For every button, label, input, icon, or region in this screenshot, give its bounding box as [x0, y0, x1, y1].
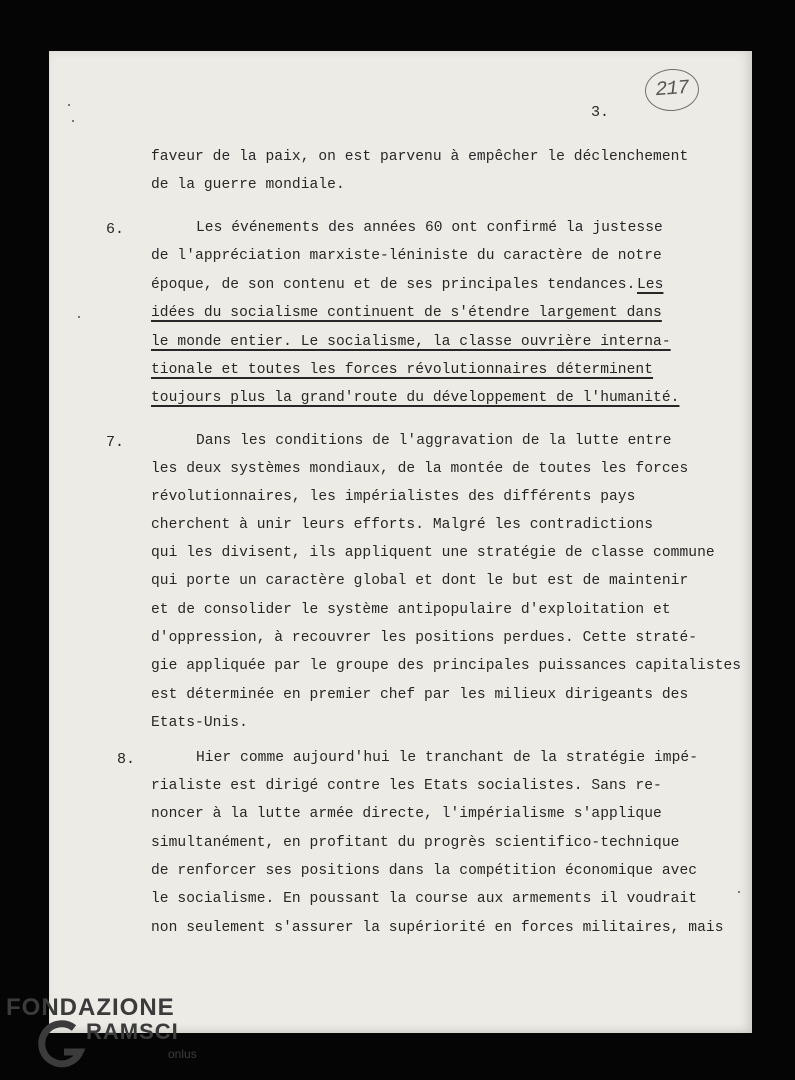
text-line: Les événements des années 60 ont confirmé la justesse: [196, 220, 663, 236]
text-line: Hier comme aujourd'hui le tranchant de la stratégie impé-: [196, 750, 699, 766]
underlined-text-line: toujours plus la grand'route du développement de l'humanité.: [151, 390, 680, 406]
paper-speck: [78, 316, 80, 318]
watermark-title: FONDAZIONE: [6, 994, 175, 1021]
text-line: gie appliquée par le groupe des principales puissances capitalistes: [151, 658, 742, 674]
underlined-text-line: tionale et toutes les forces révolutionnaires déterminent: [151, 362, 654, 378]
text-line: faveur de la paix, on est parvenu à empêcher le déclenchement: [151, 149, 689, 165]
text-line: rialiste est dirigé contre les Etats socialistes. Sans re-: [151, 778, 662, 794]
underlined-text-line: Les: [637, 277, 664, 293]
text-line: époque, de son contenu et de ses principales tendances.: [151, 277, 636, 293]
fondazione-gramsci-watermark: [6, 994, 197, 1061]
text-line: qui porte un caractère global et dont le but est de maintenir: [151, 573, 689, 589]
page-number: 3.: [591, 104, 610, 121]
text-line: de l'appréciation marxiste-léniniste du caractère de notre: [151, 248, 662, 264]
text-line: noncer à la lutte armée directe, l'impérialisme s'applique: [151, 806, 662, 822]
text-line: de la guerre mondiale.: [151, 177, 345, 193]
gramsci-g-icon: [34, 1018, 92, 1072]
text-line: simultanément, en profitant du progrès scientifico-technique: [151, 835, 680, 851]
paper-speck: [738, 891, 740, 893]
text-line: de renforcer ses positions dans la compétition économique avec: [151, 863, 698, 879]
paragraph-number: 8.: [117, 751, 136, 768]
text-line: Etats-Unis.: [151, 715, 248, 731]
paper-speck: [72, 120, 74, 122]
paragraph-number: 6.: [106, 221, 125, 238]
text-line: le socialisme. En poussant la course aux armements il voudrait: [151, 891, 698, 907]
text-line: les deux systèmes mondiaux, de la montée de toutes les forces: [151, 461, 689, 477]
text-line: d'oppression, à recouvrer les positions perdues. Cette straté-: [151, 630, 698, 646]
text-line: est déterminée en premier chef par les milieux dirigeants des: [151, 687, 689, 703]
text-line: Dans les conditions de l'aggravation de la lutte entre: [196, 433, 672, 449]
paper-speck: [68, 104, 70, 106]
underlined-text-line: idées du socialisme continuent de s'étendre largement dans: [151, 305, 662, 321]
underlined-text-line: le monde entier. Le socialisme, la classe ouvrière interna-: [151, 334, 671, 350]
text-line: révolutionnaires, les impérialistes des différents pays: [151, 489, 636, 505]
text-line: et de consolider le système antipopulaire d'exploitation et: [151, 602, 671, 618]
text-line: qui les divisent, ils appliquent une stratégie de classe commune: [151, 545, 715, 561]
document-page: [49, 51, 752, 1033]
archive-number-stamp: 217: [644, 67, 701, 113]
paragraph-number: 7.: [106, 434, 125, 451]
text-line: cherchent à unir leurs efforts. Malgré les contradictions: [151, 517, 654, 533]
watermark-subtitle: RAMSCI: [86, 1019, 179, 1044]
text-line: non seulement s'assurer la supériorité en forces militaires, mais: [151, 920, 724, 936]
watermark-onlus: onlus: [168, 1047, 197, 1061]
